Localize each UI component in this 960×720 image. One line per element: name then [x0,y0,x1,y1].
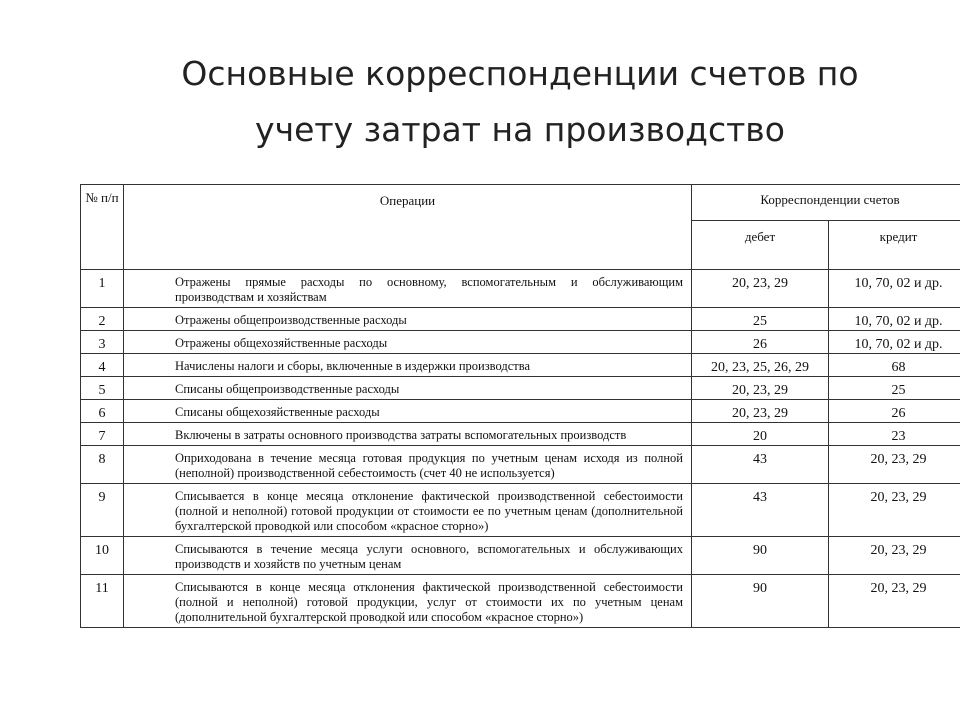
row-number: 8 [81,446,124,484]
row-operation: Оприходована в течение месяца готовая продукция по учетным ценам исходя из полной (неполной) производственной себестоимость (счет 40 не используется) [124,446,692,484]
header-operations: Операции [124,185,692,270]
table-row [81,331,960,354]
row-number: 1 [81,270,124,308]
row-operation: Отражены прямые расходы по основному, вспомогательным и обслуживающим производствам и хозяйствам [124,270,692,308]
row-operation: Отражены общехозяйственные расходы [124,331,692,354]
row-debit: 43 [692,446,829,484]
table-row [81,446,960,484]
row-debit: 25 [692,308,829,331]
row-operation: Списываются в конце месяца отклонения фактической производственной себестоимости (полной и неполной) готовой продукции, услуг от стоимости их по учетным ценам (дополнительной бухгалтерской проводкой или способом «красное сторно») [124,575,692,628]
row-credit: 20, 23, 29 [829,446,960,484]
row-debit: 20, 23, 29 [692,400,829,423]
row-number: 6 [81,400,124,423]
row-debit: 20, 23, 29 [692,270,829,308]
row-operation: Списывается в конце месяца отклонение фактической производственной себестоимости (полной и неполной) готовой продукции от стоимости ее по учетным ценам (дополнительной бухгалтерской проводкой или способом «красное сторно») [124,484,692,537]
row-number: 3 [81,331,124,354]
row-debit: 20, 23, 29 [692,377,829,400]
slide-title-line-1: Основные корреспонденции счетов по [181,54,859,93]
row-operation: Включены в затраты основного производства затраты вспомогательных производств [124,423,692,446]
table-row [81,537,960,575]
row-debit: 26 [692,331,829,354]
row-credit: 26 [829,400,960,423]
table-row [81,308,960,331]
table-row [81,423,960,446]
row-credit: 10, 70, 02 и др. [829,308,960,331]
row-operation: Отражены общепроизводственные расходы [124,308,692,331]
correspondence-table [80,184,960,628]
row-credit: 10, 70, 02 и др. [829,270,960,308]
row-debit: 90 [692,537,829,575]
header-number: № п/п [81,185,124,270]
table-body [81,270,960,628]
row-number: 4 [81,354,124,377]
row-number: 5 [81,377,124,400]
row-debit: 43 [692,484,829,537]
table-row [81,354,960,377]
table-header-row [81,185,960,221]
row-credit: 20, 23, 29 [829,575,960,628]
slide-title [0,46,960,158]
row-operation: Списаны общепроизводственные расходы [124,377,692,400]
row-credit: 10, 70, 02 и др. [829,331,960,354]
header-correspondence: Корреспонденции счетов [692,185,960,221]
table-row [81,270,960,308]
row-number: 10 [81,537,124,575]
row-number: 2 [81,308,124,331]
row-debit: 20, 23, 25, 26, 29 [692,354,829,377]
header-credit: кредит [829,221,960,270]
row-debit: 90 [692,575,829,628]
slide-title-line-2: учету затрат на производство [255,110,785,149]
row-operation: Списаны общехозяйственные расходы [124,400,692,423]
table-row [81,400,960,423]
row-operation: Списываются в течение месяца услуги основного, вспомогательных и обслуживающих производств и хозяйств по учетным ценам [124,537,692,575]
row-debit: 20 [692,423,829,446]
row-number: 7 [81,423,124,446]
row-credit: 68 [829,354,960,377]
row-credit: 20, 23, 29 [829,484,960,537]
row-credit: 25 [829,377,960,400]
row-credit: 23 [829,423,960,446]
table-row [81,575,960,628]
row-number: 9 [81,484,124,537]
row-number: 11 [81,575,124,628]
header-debit: дебет [692,221,829,270]
table-row [81,377,960,400]
row-credit: 20, 23, 29 [829,537,960,575]
table-row [81,484,960,537]
row-operation: Начислены налоги и сборы, включенные в издержки производства [124,354,692,377]
